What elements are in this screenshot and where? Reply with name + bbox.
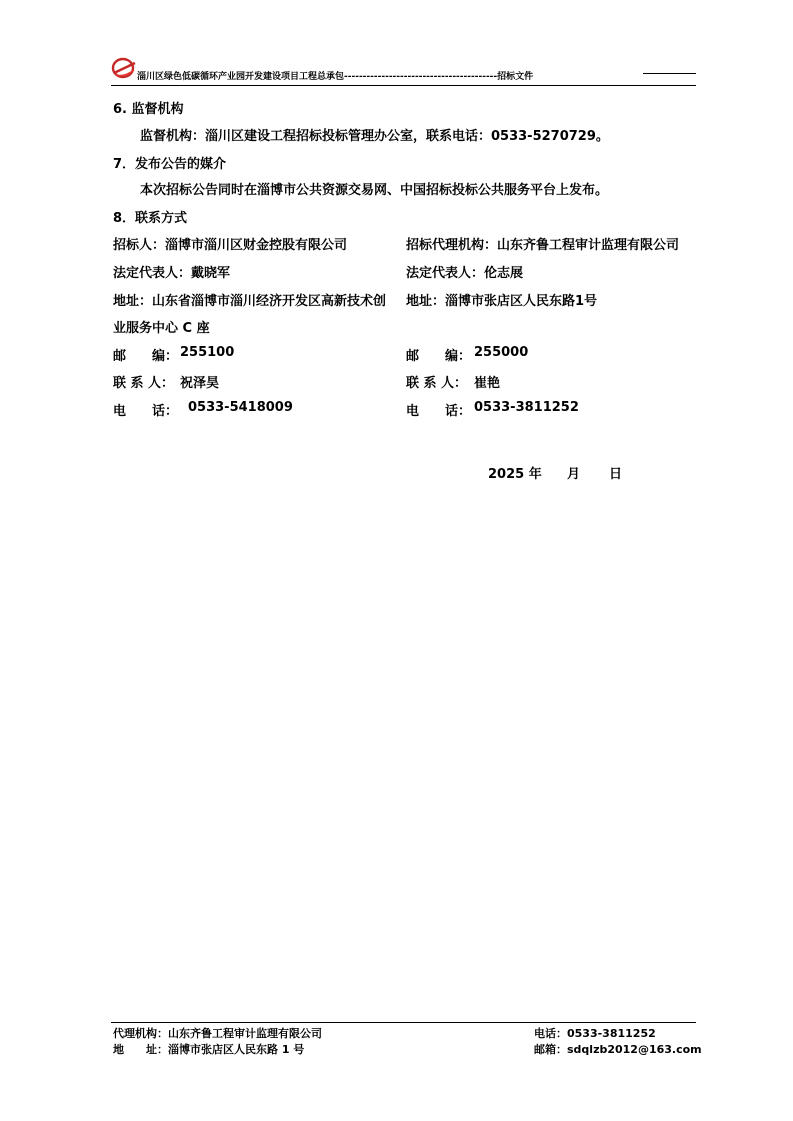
footer-address: 地 址：淄博市张店区人民东路 1 号 bbox=[113, 1043, 305, 1056]
agent-contact-label: 联 系 人： bbox=[406, 376, 468, 391]
agent-contact: 崔艳 bbox=[474, 376, 501, 391]
company-logo bbox=[111, 55, 137, 81]
section6-body: 监督机构：淄川区建设工程招标投标管理办公室，联系电话：0533-5270729。 bbox=[140, 129, 609, 144]
footer-agency: 代理机构：山东齐鲁工程审计监理有限公司 bbox=[113, 1027, 322, 1040]
tenderer-phone-label: 电 话： bbox=[113, 404, 179, 419]
agent: 招标代理机构：山东齐鲁工程审计监理有限公司 bbox=[406, 238, 680, 253]
agent-postcode-label: 邮 编： bbox=[406, 349, 472, 364]
agent-postcode: 255000 bbox=[474, 345, 529, 360]
tenderer-contact: 祝泽昊 bbox=[180, 376, 220, 391]
footer-phone: 电话：0533-3811252 bbox=[534, 1027, 656, 1040]
tenderer-postcode: 255100 bbox=[180, 345, 235, 360]
header-short-rule bbox=[643, 73, 696, 74]
agent-phone: 0533-3811252 bbox=[474, 400, 579, 415]
tenderer-address-line1: 地址：山东省淄博市淄川经济开发区高新技术创 bbox=[113, 294, 387, 309]
date-day: 日 bbox=[609, 467, 623, 482]
section7-heading: 7．发布公告的媒介 bbox=[113, 157, 227, 172]
section7-body: 本次招标公告同时在淄博市公共资源交易网、中国招标投标公共服务平台上发布。 bbox=[140, 183, 609, 198]
tenderer-postcode-label: 邮 编： bbox=[113, 349, 179, 364]
tenderer-phone: 0533-5418009 bbox=[188, 400, 293, 415]
tenderer-legal-rep: 法定代表人：戴晓军 bbox=[113, 266, 231, 281]
agent-legal-rep: 法定代表人：伦志展 bbox=[406, 266, 524, 281]
tenderer: 招标人：淄博市淄川区财金控股有限公司 bbox=[113, 238, 348, 253]
header-title: 淄川区绿色低碳循环产业园开发建设项目工程总承包-----------------------------------------招标文件 bbox=[137, 72, 534, 82]
header-rule bbox=[111, 85, 696, 86]
tenderer-address-line2: 业服务中心 C 座 bbox=[113, 321, 210, 336]
footer-email: 邮箱：sdqlzb2012@163.com bbox=[534, 1043, 702, 1056]
footer-rule bbox=[111, 1022, 696, 1023]
section6-heading: 6. 监督机构 bbox=[113, 102, 184, 117]
agent-phone-label: 电 话： bbox=[406, 404, 472, 419]
section8-heading: 8．联系方式 bbox=[113, 211, 188, 226]
tenderer-contact-label: 联 系 人： bbox=[113, 376, 175, 391]
agent-address: 地址：淄博市张店区人民东路1号 bbox=[406, 294, 598, 309]
date-year: 2025 年 bbox=[488, 467, 542, 482]
date-month: 月 bbox=[567, 467, 581, 482]
